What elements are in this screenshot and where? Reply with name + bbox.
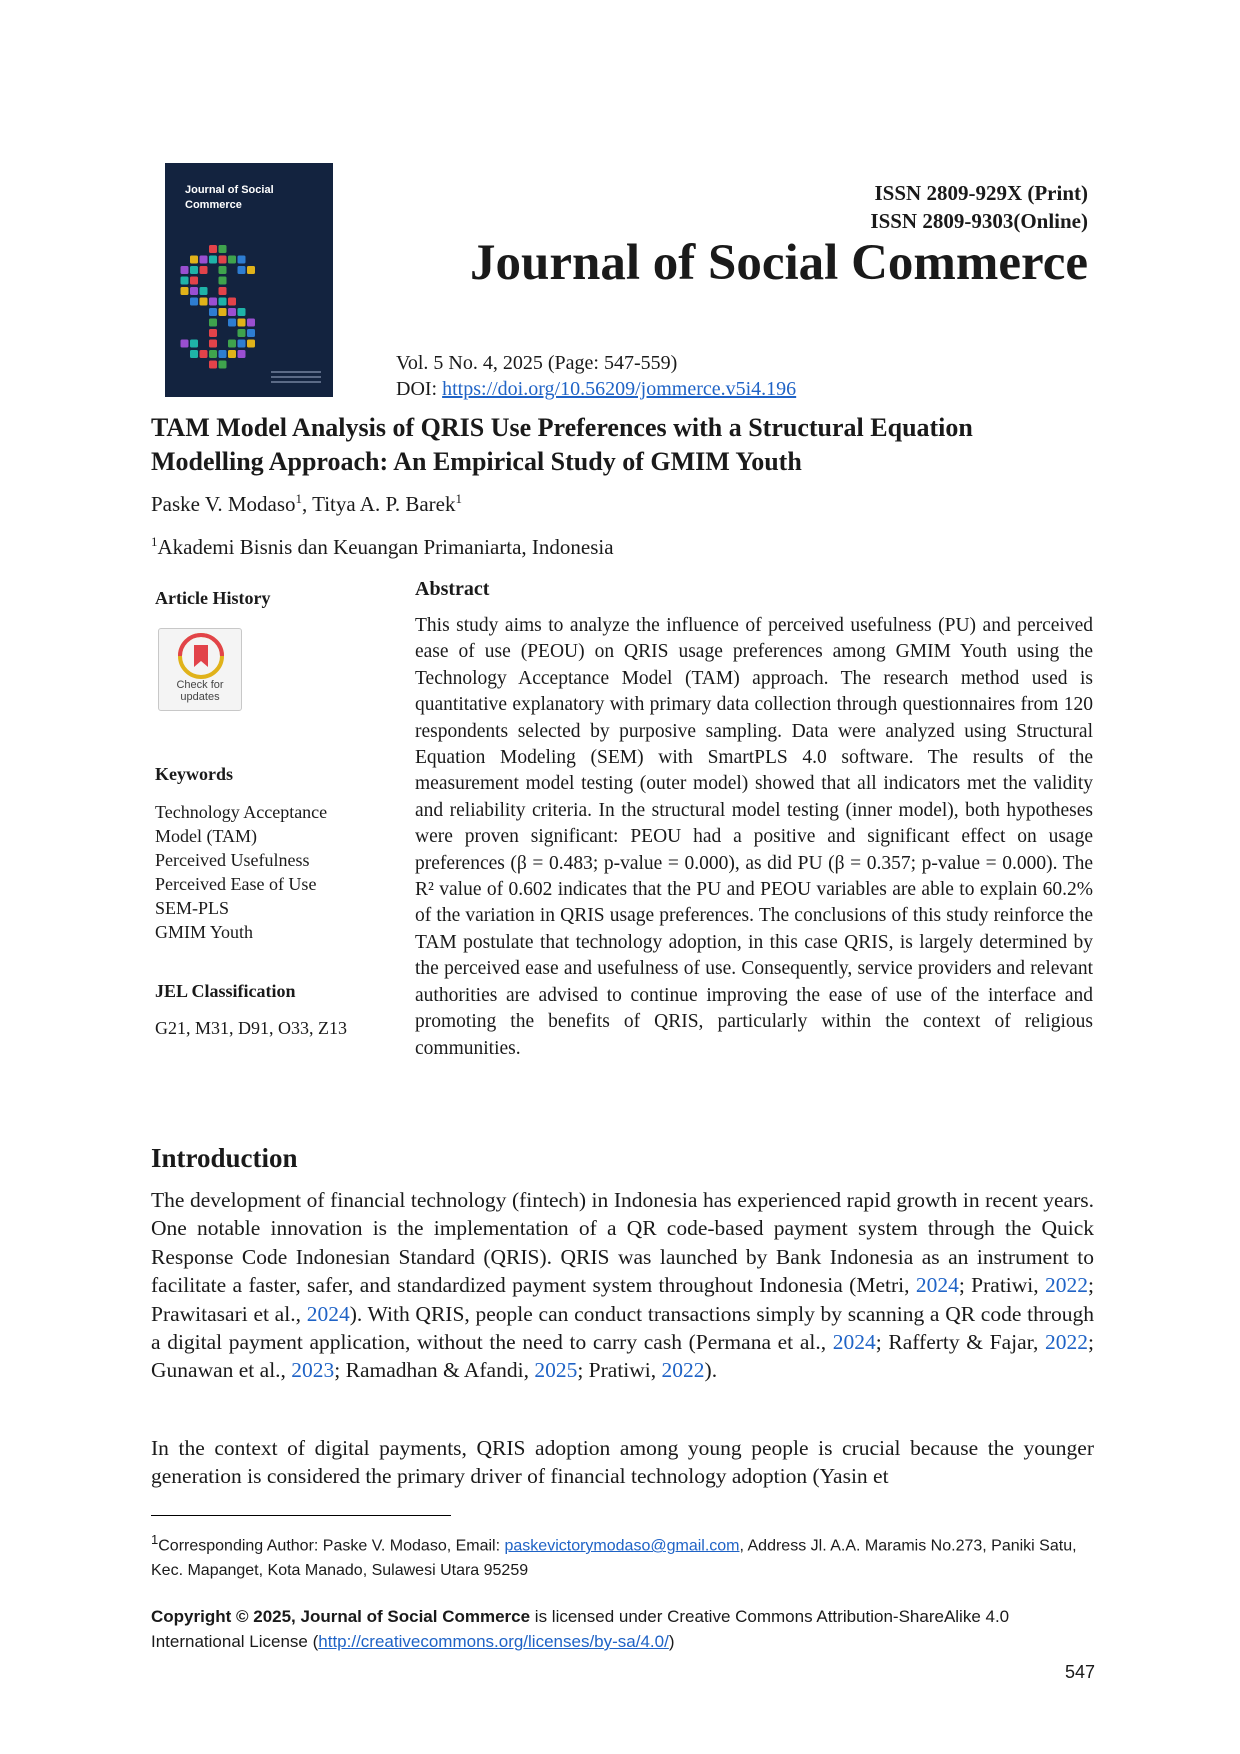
citation-link[interactable]: 2022 xyxy=(1045,1330,1089,1355)
email-link[interactable]: paskevictorymodaso@gmail.com xyxy=(504,1537,740,1555)
mosaic-tile xyxy=(200,298,208,306)
mosaic-tile xyxy=(209,340,217,348)
mosaic-tile xyxy=(190,298,198,306)
mosaic-tile xyxy=(238,256,246,264)
mosaic-tile xyxy=(247,319,255,327)
mosaic-tile xyxy=(219,287,227,295)
keyword-item: Model (TAM) xyxy=(155,826,258,846)
doi-link[interactable]: https://doi.org/10.56209/jommerce.v5i4.196 xyxy=(442,378,797,400)
affiliation xyxy=(151,534,614,560)
journal-cover xyxy=(165,163,333,397)
paragraph-text: ). xyxy=(704,1358,718,1383)
mosaic-tile xyxy=(228,308,236,316)
affiliation-marker: 1 xyxy=(151,534,158,549)
citation-link[interactable]: 2025 xyxy=(534,1358,578,1383)
badge-line: Check for xyxy=(176,679,224,691)
doi-label: DOI: xyxy=(396,378,443,400)
citation-link[interactable]: 2023 xyxy=(291,1358,335,1383)
mosaic-tile xyxy=(219,245,227,253)
mosaic-tile xyxy=(247,329,255,337)
author-list xyxy=(151,491,462,517)
mosaic-tile xyxy=(219,266,227,274)
paragraph-text: The development of financial technology (fintech) in Indonesia has experienced rapid growth in recent years. One notable innovation is the implementation of a QR code-based payment system through the Quick Response Code Indonesian Standard (QRIS). QRIS was launched by Bank Indonesia as an instrument to facilitate a faster, safer, and standardized payment system throughout Indonesia (Metri, xyxy=(151,1188,1094,1298)
mosaic-tile xyxy=(181,277,189,285)
mosaic-tile xyxy=(209,329,217,337)
abstract-heading: Abstract xyxy=(415,578,490,600)
mosaic-tile xyxy=(209,256,217,264)
paragraph-text: ; Prawitasari et al., xyxy=(151,1273,1094,1326)
introduction-heading: Introduction xyxy=(151,1143,298,1173)
check-for-updates-button[interactable] xyxy=(158,628,242,711)
corresponding-author-footnote xyxy=(151,1527,1101,1583)
mosaic-tile xyxy=(209,245,217,253)
mosaic-tile xyxy=(238,329,246,337)
mosaic-tile xyxy=(219,361,227,369)
mosaic-tile xyxy=(228,319,236,327)
cover-publisher-mark xyxy=(271,371,321,385)
jel-heading: JEL Classification xyxy=(155,981,296,1001)
keywords-heading: Keywords xyxy=(155,764,233,784)
citation-link[interactable]: 2024 xyxy=(915,1273,959,1298)
mosaic-tile xyxy=(190,340,198,348)
page-number: 547 xyxy=(1064,1662,1095,1682)
intro-paragraph: In the context of digital payments, QRIS adoption among young people is crucial because the younger generation is considered the primary driver of financial technology adoption (Yasin et xyxy=(151,1436,1094,1489)
mosaic-tile xyxy=(190,287,198,295)
keyword-item: GMIM Youth xyxy=(155,922,254,942)
mosaic-tile xyxy=(190,256,198,264)
volume-info xyxy=(396,350,796,402)
mosaic-tile xyxy=(200,287,208,295)
mosaic-tile xyxy=(228,298,236,306)
mosaic-tile xyxy=(219,308,227,316)
issn-online: ISSN 2809-9303(Online) xyxy=(870,209,1088,233)
mosaic-tile xyxy=(228,256,236,264)
author-separator: , xyxy=(302,492,313,516)
volume-line: Vol. 5 No. 4, 2025 (Page: 547-559) xyxy=(396,352,678,374)
mosaic-tile xyxy=(219,277,227,285)
mosaic-tile xyxy=(247,266,255,274)
mosaic-tile xyxy=(238,340,246,348)
affiliation-text: Akademi Bisnis dan Keuangan Primaniarta, Indonesia xyxy=(157,535,614,559)
keyword-item: Technology Acceptance xyxy=(155,802,328,822)
mosaic-tile xyxy=(181,287,189,295)
jel-codes: G21, M31, D91, O33, Z13 xyxy=(155,1018,347,1038)
mosaic-tile xyxy=(228,340,236,348)
copyright-notice xyxy=(151,1604,1101,1654)
affiliation-marker: 1 xyxy=(295,491,302,506)
mosaic-tile xyxy=(200,350,208,358)
badge-label xyxy=(159,679,241,703)
mosaic-tile xyxy=(190,277,198,285)
license-text: is licensed under Creative Commons Attribution-ShareAlike 4.0 International License ( xyxy=(151,1607,1010,1651)
mosaic-tile xyxy=(228,350,236,358)
license-link[interactable]: http://creativecommons.org/licenses/by-sa/4.0/ xyxy=(318,1632,669,1651)
license-text: ) xyxy=(668,1632,675,1651)
doi-line xyxy=(396,376,796,402)
mosaic-tile xyxy=(219,350,227,358)
mosaic-tile xyxy=(181,266,189,274)
journal-name: Journal of Social Commerce xyxy=(469,235,1088,291)
keyword-item: Perceived Usefulness xyxy=(155,850,310,870)
author-name: Paske V. Modaso xyxy=(151,492,296,516)
mosaic-tile xyxy=(181,340,189,348)
mosaic-tile xyxy=(238,266,246,274)
mosaic-tile xyxy=(209,298,217,306)
mosaic-tile xyxy=(209,308,217,316)
mosaic-tile xyxy=(209,361,217,369)
mosaic-tile xyxy=(219,298,227,306)
mosaic-tile xyxy=(238,308,246,316)
paragraph-text: ; Rafferty & Fajar, xyxy=(875,1330,1046,1355)
mosaic-tile xyxy=(190,350,198,358)
article-history-heading: Article History xyxy=(155,588,271,608)
dollar-mosaic-icon xyxy=(169,243,269,373)
keyword-item: Perceived Ease of Use xyxy=(155,874,317,894)
footnote-divider xyxy=(151,1515,451,1516)
copyright-holder: Copyright © 2025, Journal of Social Commerce xyxy=(151,1607,531,1626)
mosaic-tile xyxy=(190,266,198,274)
mosaic-tile xyxy=(200,266,208,274)
paragraph-text: ; Ramadhan & Afandi, xyxy=(334,1358,535,1383)
paragraph-text: ). With QRIS, people can conduct transactions simply by scanning a QR code through a digital payment application, without the need to carry cash (Permana et al., xyxy=(151,1301,1094,1355)
paper-title: TAM Model Analysis of QRIS Use Preferences with a Structural Equation Modelling Approach: An Empirical Study of GMIM Youth xyxy=(151,413,973,476)
footnote-text: , Address Jl. A.A. Maramis No.273, Paniki Satu, Kec. Mapanget, Kota Manado, Sulawesi Utara 95259 xyxy=(151,1537,1077,1580)
footnote-marker: 1 xyxy=(151,1532,159,1547)
mosaic-tile xyxy=(209,350,217,358)
paragraph-text: ; Gunawan et al., xyxy=(151,1330,1094,1383)
paragraph-text: ; Pratiwi, xyxy=(958,1273,1046,1298)
citation-link[interactable]: 2024 xyxy=(306,1301,350,1326)
mosaic-tile xyxy=(238,350,246,358)
citation-link[interactable]: 2022 xyxy=(661,1358,705,1383)
footnote-text: Corresponding Author: Paske V. Modaso, Email: xyxy=(158,1537,505,1555)
intro-paragraph xyxy=(151,1186,1094,1385)
mosaic-tile xyxy=(209,319,217,327)
mosaic-tile xyxy=(200,256,208,264)
paragraph-text: ; Pratiwi, xyxy=(577,1358,662,1383)
badge-line: updates xyxy=(180,691,220,703)
bookmark-icon xyxy=(178,633,224,679)
mosaic-tile xyxy=(247,340,255,348)
cover-title: Journal of Social Commerce xyxy=(185,184,274,211)
keyword-list xyxy=(155,800,385,944)
citation-link[interactable]: 2024 xyxy=(832,1330,876,1355)
abstract-text: This study aims to analyze the influence of perceived usefulness (PU) and perceived ease of use (PEOU) on QRIS usage preferences among GMIM Youth using the Technology Acceptance Model (TAM) approach. The research method used is quantitative explanatory with primary data collection through questionnaires from 120 respondents selected by purposive sampling. Data were analyzed using Structural Equation Modeling (SEM) with SmartPLS 4.0 software. The results of the measurement model testing (outer model) showed that all indicators met the validity and reliability criteria. In the structural model testing (inner model), both hypotheses were proven significant: PEOU had a positive and significant effect on usage preferences (β = 0.483; p-value = 0.000), as did PU (β = 0.357; p-value = 0.000). The R² value of 0.602 indicates that the PU and PEOU variables are able to explain 60.2% of the variation in QRIS usage preferences. The conclusions of this study reinforce the TAM postulate that technology adoption, in this case QRIS, is largely determined by the perceived ease and usefulness of use. Consequently, service providers and relevant authorities are advised to continue improving the ease of use of the interface and promoting the benefits of QRIS, particularly within the context of religious communities. xyxy=(415,615,1093,1059)
keyword-item: SEM-PLS xyxy=(155,898,230,918)
citation-link[interactable]: 2022 xyxy=(1045,1273,1089,1298)
author-name: Titya A. P. Barek xyxy=(312,492,456,516)
issn-print: ISSN 2809-929X (Print) xyxy=(874,181,1088,205)
mosaic-tile xyxy=(219,256,227,264)
affiliation-marker: 1 xyxy=(455,491,462,506)
mosaic-tile xyxy=(238,319,246,327)
